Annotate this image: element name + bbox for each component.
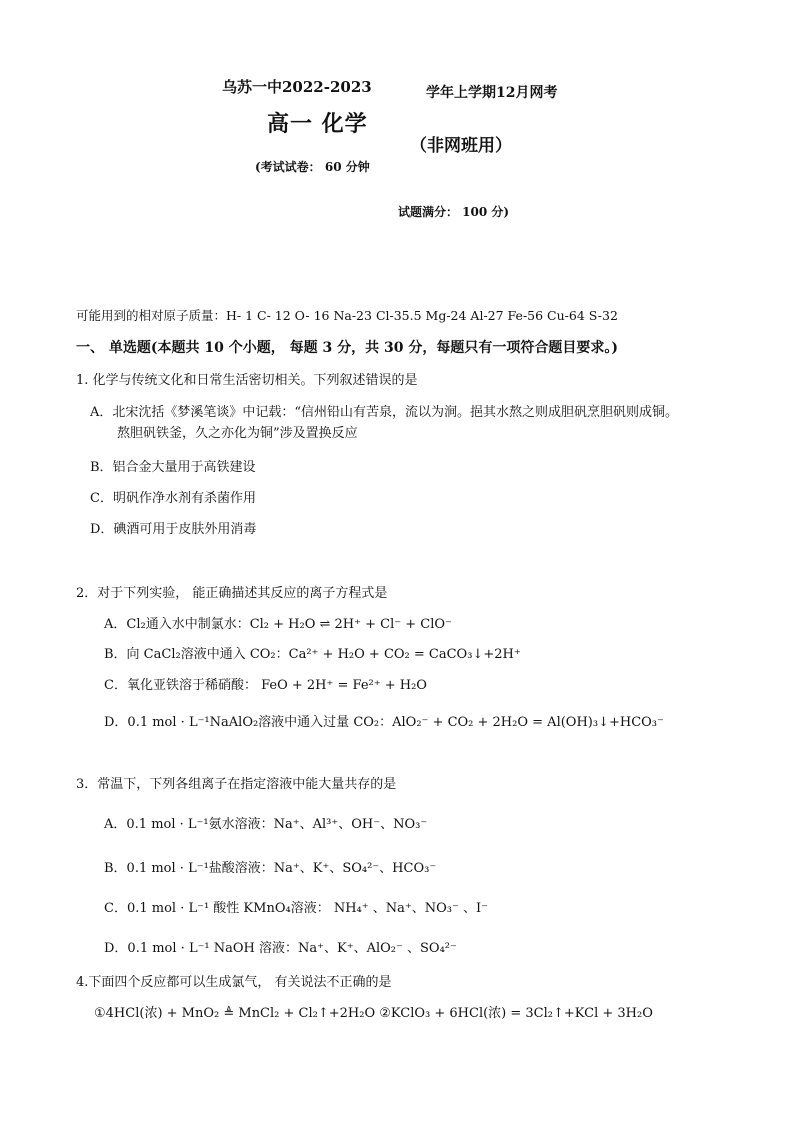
class-note: （非网班用） xyxy=(410,136,512,156)
question-2-option-b: B．向 CaCl₂溶液中通入 CO₂：Ca²⁺ + H₂O + CO₂ = CaCO₃↓+2H⁺ xyxy=(104,647,521,662)
question-3-option-d: D．0.1 mol · L⁻¹ NaOH 溶液：Na⁺、K⁺、AlO₂⁻ 、SO₄²⁻ xyxy=(104,941,457,956)
question-1-option-c: C．明矾作净水剂有杀菌作用 xyxy=(90,491,256,506)
question-4-equations: ①4HCl(浓) + MnO₂ ≜ MnCl₂ + Cl₂↑+2H₂O ②KClO₃ + 6HCl(浓) = 3Cl₂↑+KCl + 3H₂O xyxy=(94,1006,653,1021)
section-heading: 一、 单选题(本题共 10 个小题， 每题 3 分，共 30 分，每题只有一项符合题目要求。) xyxy=(76,340,618,356)
school-year-title: 乌苏一中2022-2023 xyxy=(222,78,372,96)
exam-time: (考试试卷： 60 分钟 xyxy=(255,160,370,174)
question-3-option-a: A．0.1 mol · L⁻¹氨水溶液：Na⁺、Al³⁺、OH⁻、NO₃⁻ xyxy=(104,817,428,832)
subject-title: 高一 化学 xyxy=(267,111,368,137)
exam-term-title: 学年上学期12月网考 xyxy=(426,85,558,101)
question-2-option-d: D．0.1 mol · L⁻¹NaAlO₂溶液中通入过量 CO₂：AlO₂⁻ + CO₂ + 2H₂O = Al(OH)₃↓+HCO₃⁻ xyxy=(104,715,664,730)
question-2-option-c: C．氧化亚铁溶于稀硝酸： FeO + 2H⁺ = Fe²⁺ + H₂O xyxy=(104,678,427,693)
full-score: 试题满分： 100 分) xyxy=(398,205,510,219)
question-1-stem: 1. 化学与传统文化和日常生活密切相关。下列叙述错误的是 xyxy=(76,373,418,388)
question-3-stem: 3．常温下，下列各组离子在指定溶液中能大量共存的是 xyxy=(76,777,397,792)
question-1-option-a: A．北宋沈括《梦溪笔谈》中记载：“信州铅山有苦泉，流以为涧。挹其水熬之则成胆矾烹胆矾则成铜。 xyxy=(90,405,679,420)
question-3-option-c: C．0.1 mol · L⁻¹ 酸性 KMnO₄溶液： NH₄⁺ 、Na⁺、NO₃⁻ 、I⁻ xyxy=(104,901,488,916)
question-1-option-b: B．铝合金大量用于高铁建设 xyxy=(90,460,256,475)
question-3-option-b: B．0.1 mol · L⁻¹盐酸溶液：Na⁺、K⁺、SO₄²⁻、HCO₃⁻ xyxy=(104,861,437,876)
atomic-masses: 可能用到的相对原子质量：H- 1 C- 12 O- 16 Na-23 Cl-35.5 Mg-24 Al-27 Fe-56 Cu-64 S-32 xyxy=(76,308,618,323)
question-4-stem: 4.下面四个反应都可以生成氯气， 有关说法不正确的是 xyxy=(76,975,392,990)
question-1-option-a-cont: 熬胆矾铁釜，久之亦化为铜”涉及置换反应 xyxy=(117,426,358,441)
question-2-option-a: A．Cl₂通入水中制氯水：Cl₂ + H₂O ⇌ 2H⁺ + Cl⁻ + ClO⁻ xyxy=(104,617,452,632)
question-1-option-d: D．碘酒可用于皮肤外用消毒 xyxy=(90,522,257,537)
question-2-stem: 2．对于下列实验， 能正确描述其反应的离子方程式是 xyxy=(76,586,388,601)
